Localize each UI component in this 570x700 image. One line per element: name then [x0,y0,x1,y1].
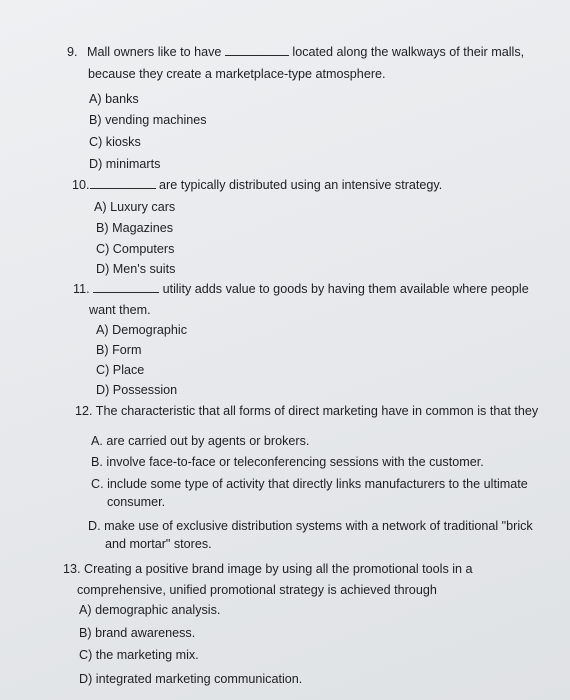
question-number: 10. [72,178,90,192]
question-12-stem [75,404,538,419]
option-c-continuation: consumer. [107,495,166,509]
question-number: 11. [73,282,90,296]
option-b: B) vending machines [89,113,207,127]
question-9-continuation: because they create a marketplace-type atmosphere. [88,67,386,81]
question-number: 13. [63,562,81,576]
option-a: A) Luxury cars [94,200,176,214]
question-13-stem [63,562,473,577]
option-d-continuation: and mortar" stores. [105,537,212,551]
question-text: The characteristic that all forms of direct marketing have in common is that they [95,404,539,418]
option-text: involve face-to-face or teleconferencing sessions with the customer. [106,455,484,469]
question-11-stem [73,281,529,297]
option-b [91,455,484,470]
option-c: C) kiosks [89,135,141,149]
question-text: Mall owners like to have [87,45,222,59]
option-a: A) banks [89,92,139,106]
option-text: include some type of activity that directly links manufacturers to the ultimate [107,477,528,491]
option-c: C) the marketing mix. [79,648,199,662]
option-b: B) Form [96,343,142,357]
question-10-stem [72,177,442,193]
question-text: located along the walkways of their malls, [292,45,525,59]
option-letter: B. [91,455,103,469]
option-text: are carried out by agents or brokers. [106,434,310,448]
option-letter: C. [91,477,104,491]
question-text: utility adds value to goods by having them available where people [162,282,529,296]
option-text: make use of exclusive distribution systems with a network of traditional "brick [104,519,533,533]
answer-blank [90,177,156,189]
option-letter: D. [88,519,101,533]
option-c: C) Computers [96,242,175,256]
option-d: D) minimarts [89,157,161,171]
option-b: B) brand awareness. [79,626,196,640]
option-d: D) integrated marketing communication. [79,672,303,686]
option-d: D) Possession [96,383,178,397]
option-d: D) Men's suits [96,262,176,276]
question-9-stem [67,44,524,60]
question-11-continuation: want them. [89,303,151,317]
option-letter: A. [91,434,103,448]
answer-blank [225,44,289,56]
option-d [88,519,533,534]
option-a: A) Demographic [96,323,187,337]
question-text: are typically distributed using an intensive strategy. [159,178,443,192]
question-13-continuation: comprehensive, unified promotional strategy is achieved through [77,583,437,597]
option-a [91,434,309,449]
question-number: 9. [67,45,78,59]
option-c: C) Place [96,363,145,377]
option-a: A) demographic analysis. [79,603,221,617]
question-number: 12. [75,404,93,418]
option-b: B) Magazines [96,221,173,235]
answer-blank [93,281,159,293]
question-text: Creating a positive brand image by using all the promotional tools in a [84,562,473,576]
option-c [91,477,528,492]
